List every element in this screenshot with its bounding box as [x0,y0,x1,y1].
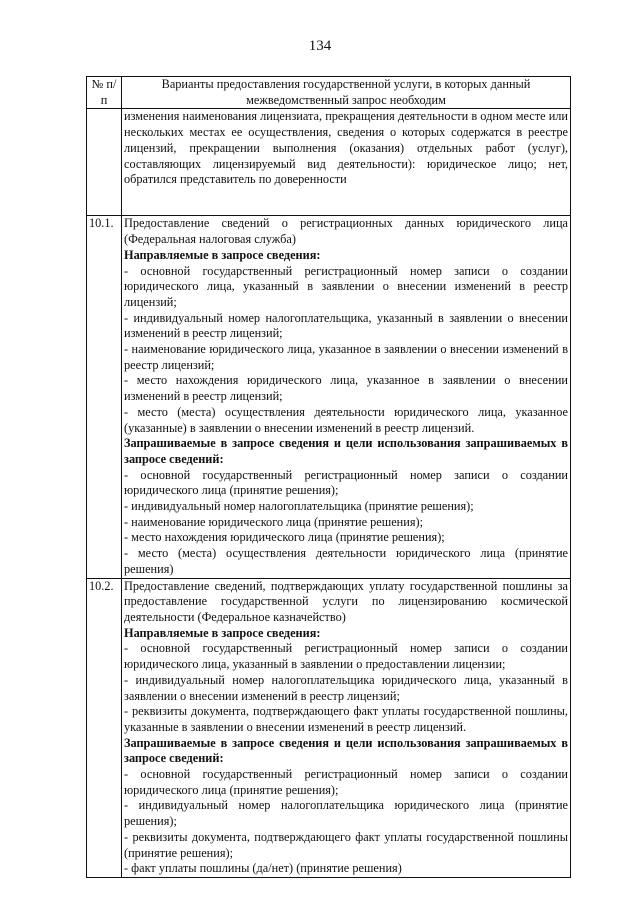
list-item: - место (места) осуществления деятельности юридического лица, указанное (указанные) в заявлении о внесении изменений в реестр лицензий. [124,404,568,435]
header-variants-cell: Варианты предоставления государственной услуги, в которых данный межведомственный запрос необходим [122,77,571,109]
row-text [122,109,571,216]
list-item: - место нахождения юридического лица, указанное в заявлении о внесении изменений в реестр лицензий; [124,373,568,404]
page-number: 134 [308,38,332,54]
list-item: - наименование юридического лица (принятие решения); [124,514,423,529]
list-item: - факт уплаты пошлины (да/нет) (принятие решения) [124,861,402,876]
sent-data-heading: Направляемые в запросе сведения: [124,247,321,262]
continuation-text: изменения наименования лицензиата, прекращения деятельности в одном месте или нескольких местах ее осуществления, сведения о которых содержатся в реестре лицензий, прекращении выполнения (оказания) отдельных работ (услуг), составляющих лицензируемый вид деятельности): юридическое лицо; нет, обратился представитель по доверенности [124,109,568,187]
list-item: - реквизиты документа, подтверждающего факт уплаты государственной пошлины (принятие решения); [124,829,568,860]
list-item: - индивидуальный номер налогоплательщика, указанный в заявлении о внесении изменений в реестр лицензий; [124,310,568,341]
table-row [87,109,571,216]
sent-data-heading: Направляемые в запросе сведения: [124,625,321,640]
table-row [87,578,571,877]
table-header-row [87,77,571,109]
list-item: - индивидуальный номер налогоплательщика (принятие решения); [124,499,474,514]
interagency-request-table [86,76,571,878]
row-text [122,216,571,578]
row-intro: Предоставление сведений о регистрационных данных юридического лица (Федеральная налоговая служба) [124,216,568,247]
list-item: - наименование юридического лица, указанное в заявлении о внесении изменений в реестр лицензий; [124,342,568,372]
row-number [87,109,122,216]
table-row [87,216,571,578]
row-number: 10.1. [87,216,122,578]
requested-data-heading: Запрашиваемые в запросе сведения и цели использования запрашиваемых в запросе сведений: [124,436,568,466]
list-item: - место (места) осуществления деятельности юридического лица (принятие решения) [124,546,568,576]
list-item: - основной государственный регистрационный номер записи о создании юридического лица (принятие решения); [124,467,568,498]
header-number-cell: № п/п [87,77,122,109]
list-item: - основной государственный регистрационный номер записи о создании юридического лица, указанный в заявлении о внесении изменений в реестр лицензий; [124,263,568,309]
list-item: - реквизиты документа, подтверждающего факт уплаты государственной пошлины, указанные в заявлении о внесении изменений в реестр лицензий. [124,704,568,734]
list-item: - индивидуальный номер налогоплательщика юридического лица, указанный в заявлении о внесении изменений в реестр лицензий; [124,672,568,703]
list-item: - основной государственный регистрационный номер записи о создании юридического лица, указанный в заявлении о предоставлении лицензии; [124,641,568,672]
requested-data-heading: Запрашиваемые в запросе сведения и цели использования запрашиваемых в запросе сведений: [124,735,568,766]
row-intro: Предоставление сведений, подтверждающих уплату государственной пошлины за предоставление государственной услуги по лицензированию космической деятельности (Федеральное казначейство) [124,578,568,624]
list-item: - место нахождения юридического лица (принятие решения); [124,530,445,545]
row-text [122,578,571,877]
list-item: - основной государственный регистрационный номер записи о создании юридического лица (принятие решения); [124,767,568,797]
row-number: 10.2. [87,578,122,877]
list-item: - индивидуальный номер налогоплательщика юридического лица (принятие решения); [124,798,568,829]
